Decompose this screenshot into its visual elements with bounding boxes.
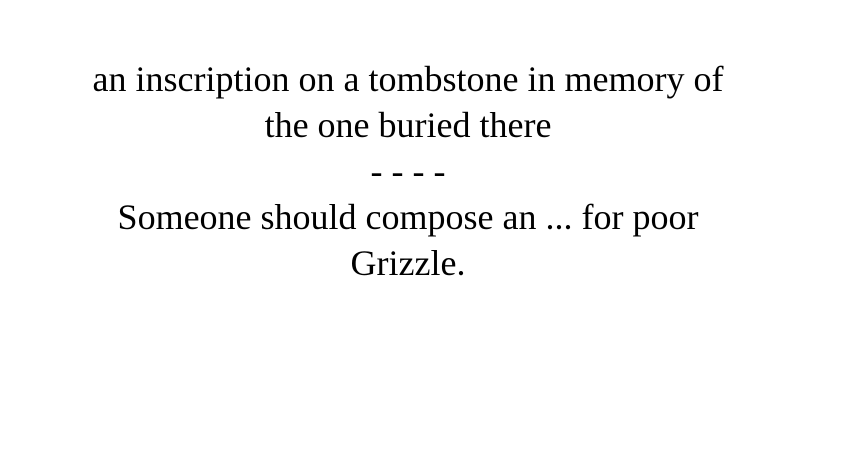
card-text	[58, 56, 758, 286]
definition-line-2: the one buried there	[264, 105, 552, 145]
example-line-2: Grizzle.	[350, 243, 466, 283]
example-line-1: Someone should compose an ... for poor	[117, 197, 699, 237]
definition-line-1: an inscription on a tombstone in memory of	[92, 59, 724, 99]
separator: - - - -	[370, 151, 446, 191]
